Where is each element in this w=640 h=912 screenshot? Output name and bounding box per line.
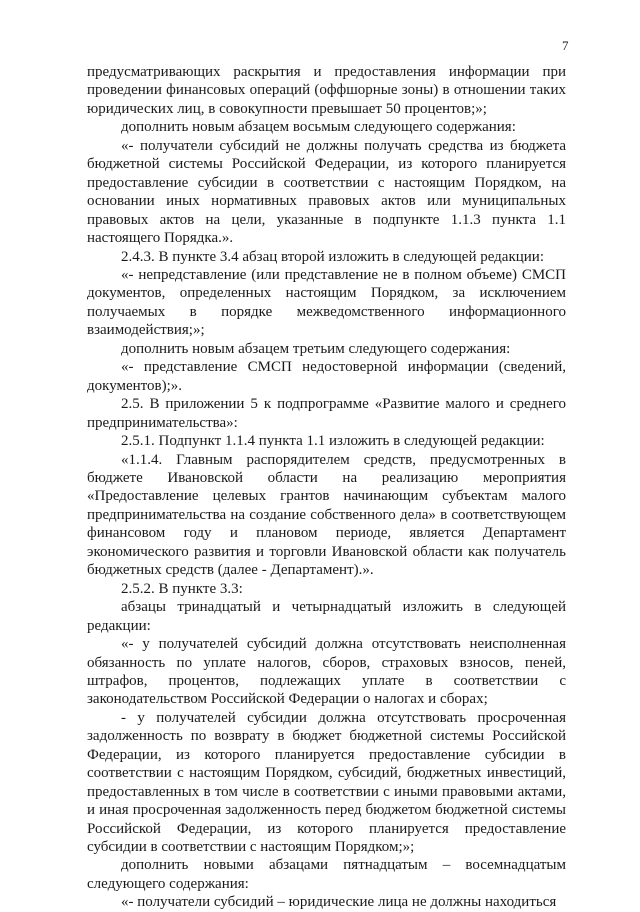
paragraph: предусматривающих раскрытия и предоставления информации при проведении финансовых операций (оффшорные зоны) в отношении таких юридических лиц, в совокупности превышает 50 процентов;»; [87, 64, 566, 117]
paragraph: «1.1.4. Главным распорядителем средств, предусмотренных в бюджете Ивановской области на реализацию мероприятия «Предоставление целевых грантов начинающим субъектам малого предпринимательства на создание собственного дела» в соответствующем финансовом году и плановом периоде, является Департамент экономического развития и торговли Ивановской области как получатель бюджетных средств (далее - Департамент).». [87, 451, 566, 579]
paragraph: «- получатели субсидий не должны получать средства из бюджета бюджетной системы Российской Федерации, из которого планируется предоставление субсидии в соответствии с настоящим Порядком, на основании иных нормативных правовых актов или муниципальных правовых актов на цели, указанные в подпункте 1.1.3 пункта 1.1 настоящего Порядка.». [87, 137, 566, 247]
paragraph: «- непредставление (или представление не в полном объеме) СМСП документов, определенных настоящим Порядком, за исключением получаемых в порядке межведомственного информационного взаимодействия;»; [87, 266, 566, 339]
paragraph: - у получателей субсидии должна отсутствовать просроченная задолженность по возврату в бюджет бюджетной системы Российской Федерации, из которого планируется предоставление субсидии в соответствии с настоящим Порядком, субсидий, бюджетных инвестиций, предоставленных в том числе в соответствии с иными правовыми актами, и иная просроченная задолженность перед бюджетом бюджетной системы Российской Федерации, из которого планируется предоставление субсидии в соответствии с настоящим Порядком;»; [87, 709, 566, 856]
page-number: 7 [562, 38, 569, 53]
paragraph: 2.5.1. Подпункт 1.1.4 пункта 1.1 изложить в следующей редакции: [121, 433, 545, 450]
document-body [87, 63, 566, 912]
paragraph: 2.5.2. В пункте 3.3: [121, 580, 243, 597]
paragraph: «- у получателей субсидий должна отсутствовать неисполненная обязанность по уплате налогов, сборов, страховых взносов, пеней, штрафов, процентов, подлежащих уплате в соответствии с законодательством Российской Федерации о налогах и сборах; [87, 636, 566, 708]
paragraph: дополнить новым абзацем восьмым следующего содержания: [121, 119, 516, 136]
paragraph: «- представление СМСП недостоверной информации (сведений, документов);». [87, 359, 566, 394]
paragraph: дополнить новым абзацем третьим следующего содержания: [121, 340, 511, 357]
paragraph: дополнить новыми абзацами пятнадцатым – восемнадцатым следующего содержания: [87, 857, 566, 892]
paragraph: абзацы тринадцатый и четырнадцатый изложить в следующей редакции: [87, 599, 566, 634]
paragraph: «- получатели субсидий – юридические лица не должны находиться [121, 894, 557, 911]
paragraph: 2.4.3. В пункте 3.4 абзац второй изложить в следующей редакции: [121, 248, 545, 265]
paragraph: 2.5. В приложении 5 к подпрограмме «Развитие малого и среднего предпринимательства»: [87, 396, 566, 431]
